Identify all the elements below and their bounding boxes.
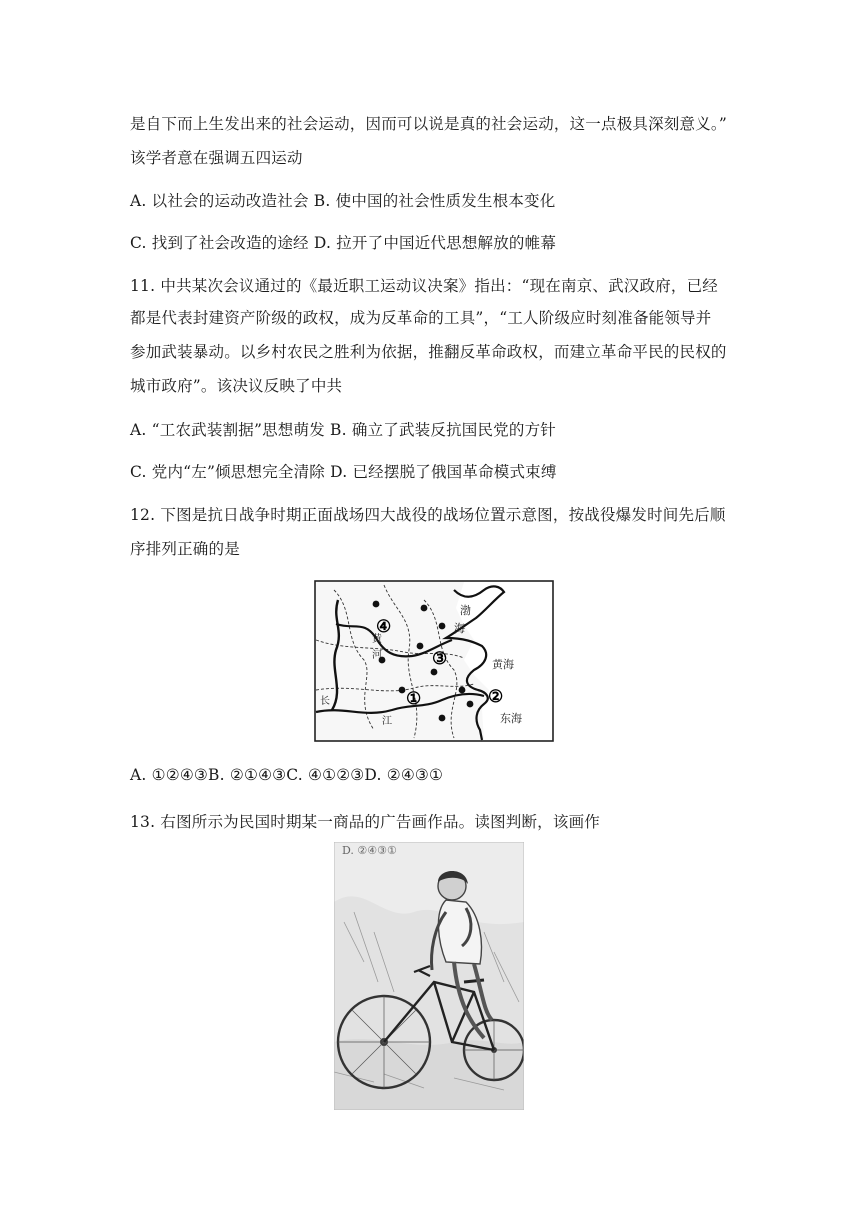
map-label-yellow-river-2: 河 [372,650,382,661]
map-label-donghai: 东海 [500,712,522,725]
map-label-hai: 海 [454,622,465,635]
q11-options-cd: C. 党内“左”倾思想完全清除 D. 已经摆脱了俄国革命模式束缚 [130,463,557,481]
q10-line-2: 该学者意在强调五四运动 [130,149,303,167]
battle-map-figure [314,580,554,744]
q10-options-ab: A. 以社会的运动改造社会 B. 使中国的社会性质发生根本变化 [130,192,556,210]
q11-options-ab: A. “工农武装割据”思想萌发 B. 确立了武装反抗国民党的方针 [130,421,556,439]
battle-marker-1: ① [406,689,422,709]
map-label-yangtze-2: 江 [382,716,392,727]
map-label-huanghai: 黄海 [492,658,514,671]
q12-line-1: 12. 下图是抗日战争时期正面战场四大战役的战场位置示意图，按战役爆发时间先后顺 [130,506,726,524]
q13-line-1: 13. 右图所示为民国时期某一商品的广告画作品。读图判断，该画作 [130,813,600,831]
battle-marker-2: ② [488,687,504,707]
figure-caption: D. ②④③① [342,844,397,857]
advertisement-figure [334,842,524,1110]
map-label-yellow-river-1: 黄 [372,634,382,645]
battle-map-svg [314,580,554,744]
advertisement-svg [334,842,524,1110]
q11-line-1: 11. 中共某次会议通过的《最近职工运动议决案》指出：“现在南京、武汉政府，已经 [130,277,719,295]
q12-line-2: 序排列正确的是 [130,540,240,558]
q12-options: A. ①②④③B. ②①④③C. ④①②③D. ②④③① [130,766,444,784]
q10-line-1: 是自下而上生发出来的社会运动，因而可以说是真的社会运动，这一点极具深刻意义。” [130,115,727,133]
battle-marker-4: ④ [376,617,392,637]
q11-line-3: 参加武装暴动。以乡村农民之胜利为依据，推翻反革命政权，而建立革命平民的民权的 [130,343,727,361]
q11-line-4: 城市政府”。该决议反映了中共 [130,377,343,395]
q10-options-cd: C. 找到了社会改造的途经 D. 拉开了中国近代思想解放的帷幕 [130,234,557,252]
map-label-bohai: 渤 [460,604,471,617]
q11-line-2: 都是代表封建资产阶级的政权，成为反革命的工具”，“工人阶级应时刻准备能领导并 [130,309,712,327]
battle-marker-3: ③ [432,649,448,669]
map-label-yangtze-1: 长 [320,696,330,707]
